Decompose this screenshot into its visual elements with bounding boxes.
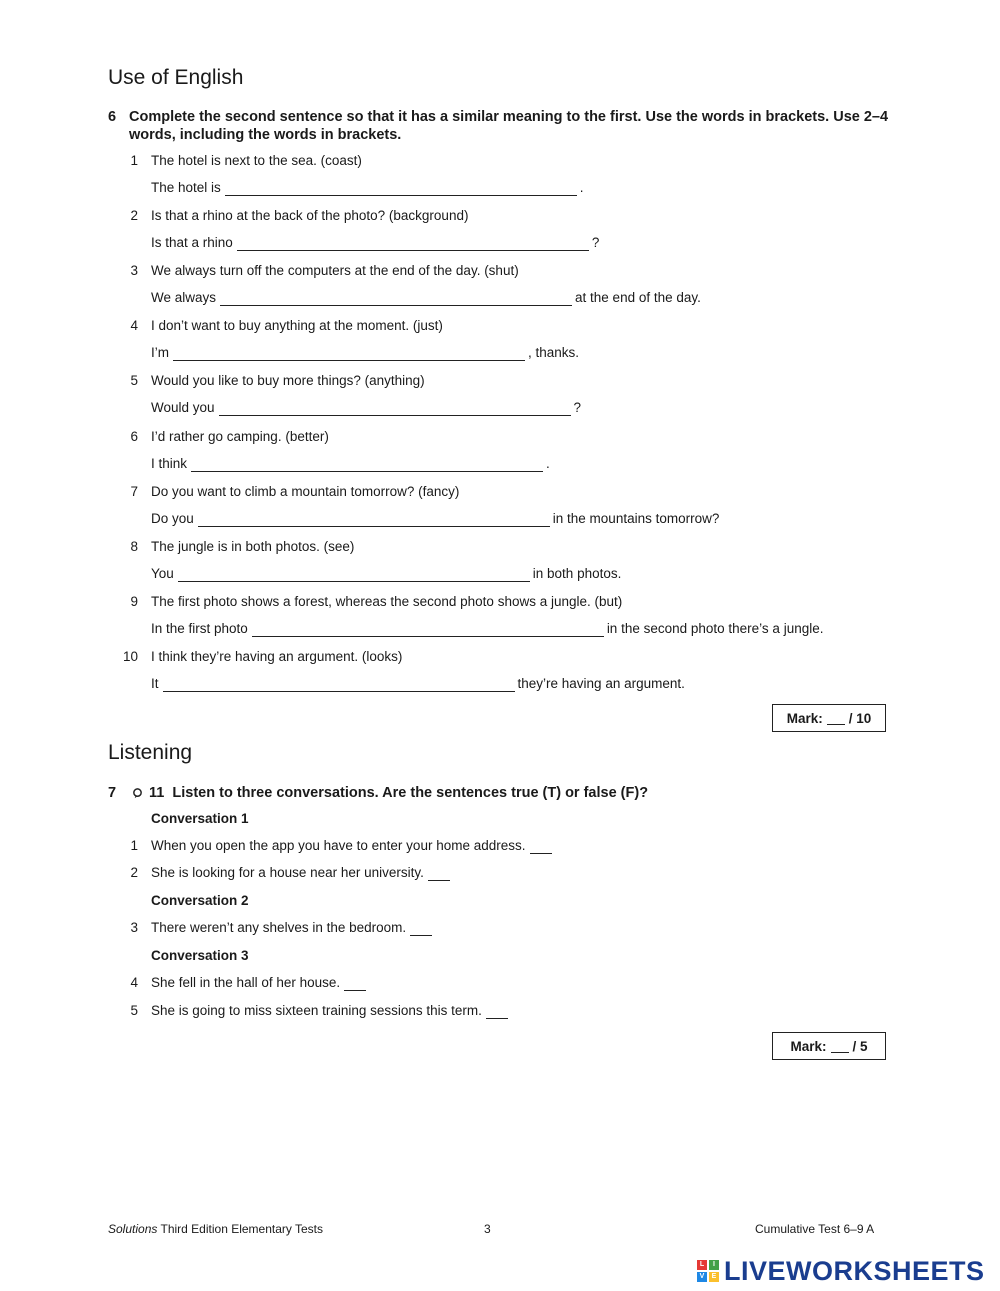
- logo-letter-block: E: [709, 1272, 719, 1282]
- item-number: 1: [130, 153, 138, 168]
- answer-input-10[interactable]: [163, 677, 515, 692]
- rewrite-suffix: .: [546, 456, 550, 471]
- task-number: 7: [108, 785, 117, 801]
- original-sentence: The hotel is next to the sea. (coast): [151, 153, 362, 168]
- tf-answer-input-1[interactable]: [530, 839, 552, 854]
- answer-input-1[interactable]: [225, 181, 577, 196]
- task-7-instruction: [108, 784, 898, 802]
- rewrite-prefix: The hotel is: [151, 180, 221, 195]
- original-sentence: Do you want to climb a mountain tomorrow? (fancy): [151, 484, 460, 499]
- item-number: 3: [130, 920, 138, 935]
- instruction-text: Complete the second sentence so that it has a similar meaning to the first. Use the words in brackets. Use 2–4 words, including the words in brackets.: [129, 109, 889, 143]
- answer-input-5[interactable]: [219, 401, 571, 416]
- footer-page-number: 3: [484, 1222, 491, 1236]
- rewrite-suffix: , thanks.: [528, 345, 580, 360]
- statement-text: She is going to miss sixteen training sessions this term.: [151, 1003, 482, 1018]
- mark-box-task-7: Mark: / 5: [772, 1032, 886, 1060]
- item-number: 9: [130, 594, 138, 609]
- item-number: 4: [130, 975, 138, 990]
- rewrite-prefix: We always: [151, 290, 217, 305]
- rewrite-suffix: .: [579, 180, 584, 195]
- section-title-use-of-english: Use of English: [108, 66, 244, 89]
- task-6-instruction: [108, 108, 898, 144]
- rewrite-suffix: ?: [573, 400, 582, 415]
- item-number: 6: [130, 429, 138, 444]
- rewrite-prefix: Is that a rhino: [151, 235, 233, 250]
- item-number: 1: [130, 838, 138, 853]
- original-sentence: We always turn off the computers at the end of the day. (shut): [151, 263, 519, 278]
- item-number: 8: [130, 539, 138, 554]
- conversation-1-label: Conversation 1: [151, 811, 249, 826]
- answer-input-6[interactable]: [191, 457, 543, 472]
- original-sentence: I don’t want to buy anything at the moment. (just): [151, 318, 443, 333]
- footer-book-title: Solutions Third Edition Elementary Tests: [108, 1222, 324, 1236]
- item-number: 10: [122, 649, 138, 664]
- statement-text: She is looking for a house near her university.: [151, 865, 424, 880]
- tf-answer-input-3[interactable]: [410, 921, 432, 936]
- rewrite-prefix: Would you: [151, 400, 215, 415]
- original-sentence: The first photo shows a forest, whereas the second photo shows a jungle. (but): [151, 594, 623, 609]
- conversation-3-label: Conversation 3: [151, 948, 249, 963]
- track-number: 11: [149, 785, 165, 801]
- task-number: 6: [108, 109, 117, 125]
- logo-letter-block: L: [697, 1260, 707, 1270]
- rewrite-prefix: I’m: [151, 345, 169, 360]
- rewrite-suffix: in the mountains tomorrow?: [552, 511, 720, 526]
- rewrite-suffix: they’re having an argument.: [517, 676, 685, 691]
- answer-input-3[interactable]: [220, 291, 572, 306]
- rewrite-prefix: I think: [151, 456, 188, 471]
- original-sentence: The jungle is in both photos. (see): [151, 539, 355, 554]
- rewrite-suffix: ?: [591, 235, 600, 250]
- rewrite-prefix: In the first photo: [151, 621, 248, 636]
- rewrite-suffix: in the second photo there’s a jungle.: [606, 621, 824, 636]
- mark-score-blank: [827, 712, 845, 725]
- item-number: 2: [130, 208, 138, 223]
- statement-text: There weren’t any shelves in the bedroom.: [151, 920, 407, 935]
- answer-input-9[interactable]: [252, 622, 604, 637]
- logo-letter-block: V: [697, 1272, 707, 1282]
- rewrite-suffix: at the end of the day.: [575, 290, 701, 305]
- item-number: 5: [130, 1003, 138, 1018]
- item-number: 3: [130, 263, 138, 278]
- logo-icon: [697, 1260, 719, 1282]
- statement-text: When you open the app you have to enter your home address.: [151, 838, 526, 853]
- original-sentence: I’d rather go camping. (better): [151, 429, 329, 444]
- original-sentence: Is that a rhino at the back of the photo? (background): [151, 208, 469, 223]
- logo-letter-block: I: [709, 1260, 719, 1270]
- answer-input-8[interactable]: [178, 567, 530, 582]
- statement-text: She fell in the hall of her house.: [151, 975, 341, 990]
- answer-input-7[interactable]: [198, 512, 550, 527]
- rewrite-prefix: Do you: [151, 511, 194, 526]
- original-sentence: Would you like to buy more things? (anything): [151, 373, 425, 388]
- rewrite-prefix: It: [151, 676, 159, 691]
- mark-box-task-6: Mark: / 10: [772, 704, 886, 732]
- answer-input-4[interactable]: [173, 346, 525, 361]
- tf-answer-input-5[interactable]: [486, 1004, 508, 1019]
- section-title-listening: Listening: [108, 741, 193, 764]
- rewrite-suffix: in both photos.: [532, 566, 622, 581]
- item-number: 4: [130, 318, 138, 333]
- footer-test-name: Cumulative Test 6–9 A: [755, 1222, 875, 1236]
- tf-answer-input-4[interactable]: [344, 976, 366, 991]
- liveworksheets-logo: L I V E LIVEWORKSHEETS: [697, 1256, 985, 1286]
- item-number: 5: [130, 373, 138, 388]
- audio-icon[interactable]: [132, 788, 143, 799]
- tf-answer-input-2[interactable]: [428, 866, 450, 881]
- conversation-2-label: Conversation 2: [151, 893, 249, 908]
- mark-score-blank: [831, 1040, 849, 1053]
- item-number: 2: [130, 865, 138, 880]
- instruction-text: Listen to three conversations. Are the sentences true (T) or false (F)?: [172, 785, 649, 801]
- rewrite-prefix: You: [151, 566, 174, 581]
- item-number: 7: [130, 484, 138, 499]
- original-sentence: I think they’re having an argument. (looks): [151, 649, 403, 664]
- answer-input-2[interactable]: [237, 236, 589, 251]
